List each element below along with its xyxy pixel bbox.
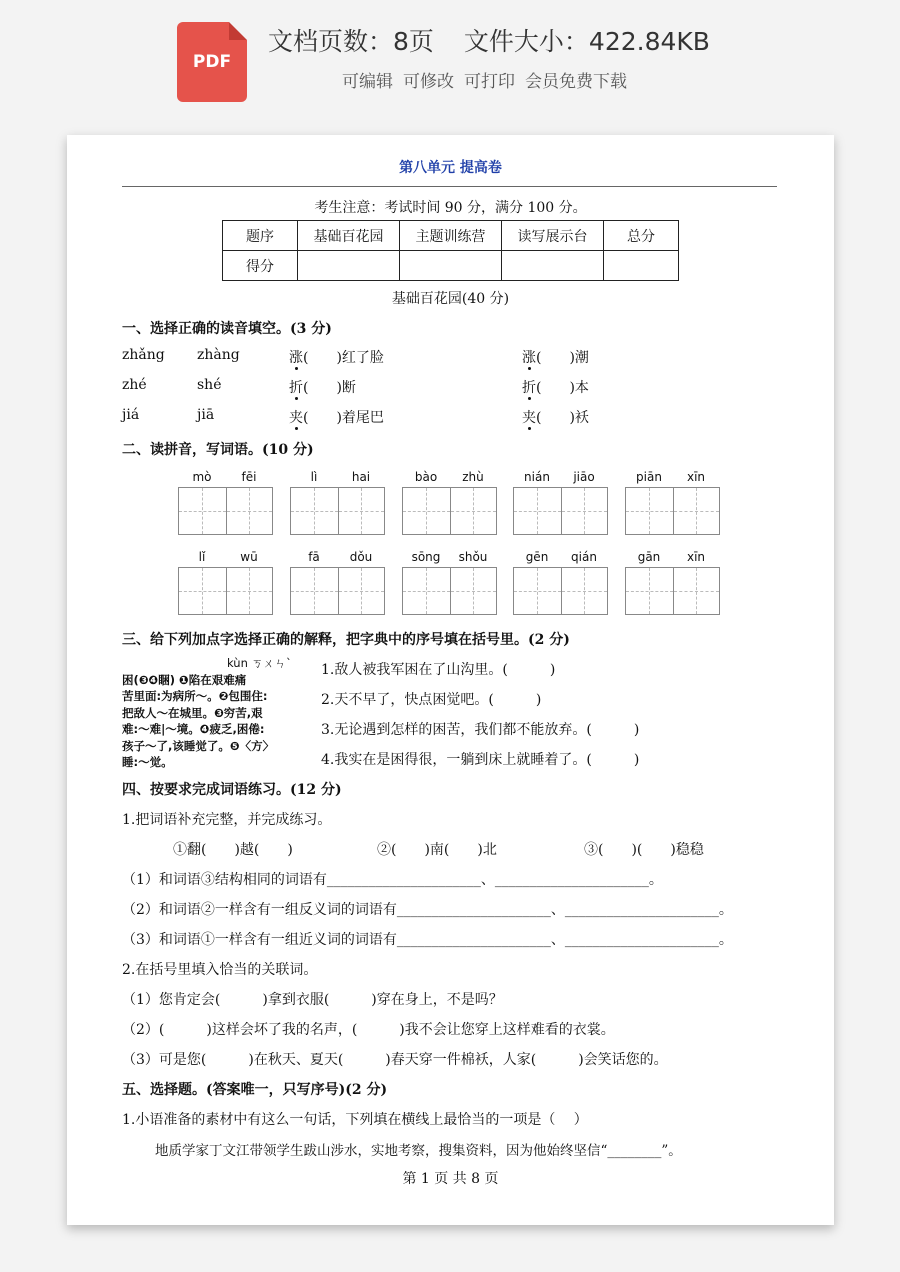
pinyin-option: zhǎng [122, 347, 165, 363]
dict-pinyin: kùn ㄎㄨㄣˋ [227, 656, 292, 670]
pinyin-label: gān [637, 550, 661, 564]
feature-modifiable: 可修改 [403, 72, 454, 92]
quote-line: 地质学家丁文江带领学生跋山涉水，实地考察，搜集资料，因为他始终坚信“________”。 [155, 1143, 682, 1159]
page-footer: 第 1 页 共 8 页 [402, 1171, 499, 1187]
question-item: 2.天不早了，快点困觉吧。( ) [321, 692, 542, 708]
dict-line: 难:～难|～境。❹疲乏,困倦: [122, 722, 265, 736]
fill-item: 涨( )潮 [522, 350, 589, 366]
question-item: 4.我实在是困得很，一躺到床上就睡着了。( ) [321, 752, 640, 768]
pinyin-label: dǒu [349, 550, 373, 564]
pinyin-label: nián [524, 470, 550, 484]
feature-printable: 可打印 [464, 72, 515, 92]
writing-grid[interactable] [402, 487, 497, 535]
idiom-item: ②( )南( )北 [377, 842, 497, 858]
dictionary-entry [122, 655, 312, 771]
table-row [223, 221, 679, 251]
fill-line: （2）和词语②一样含有一组反义词的词语有______________________、______________________。 [122, 902, 733, 918]
pinyin-label: lǐ [198, 550, 206, 564]
document-page [67, 135, 834, 1225]
table-row [223, 251, 679, 281]
file-meta [268, 22, 710, 58]
exam-notice: 考生注意：考试时间 90 分，满分 100 分。 [314, 200, 587, 216]
pinyin-label: hai [351, 470, 371, 484]
pinyin-label: piān [636, 470, 662, 484]
feature-editable: 可编辑 [342, 72, 393, 92]
sub-question: 1.把词语补充完整，并完成练习。 [122, 812, 332, 828]
pinyin-option: jiá [122, 407, 140, 423]
question-3-heading: 三、给下列加点字选择正确的解释，把字典中的序号填在括号里。(2 分) [122, 632, 570, 648]
fill-item: 折( )断 [289, 380, 356, 396]
writing-grid[interactable] [625, 567, 720, 615]
fill-line: （3）和词语①一样含有一组近义词的词语有______________________、______________________。 [122, 932, 733, 948]
dict-line: 困(❸❹睏) ❶陷在艰难痛 [122, 672, 247, 687]
fill-item: 折( )本 [522, 380, 589, 396]
question-item: 1.小语准备的素材中有这么一句话，下列填在横线上最恰当的一项是（ ） [122, 1112, 588, 1128]
fill-line: （1）和词语③结构相同的词语有______________________、______________________。 [122, 872, 663, 888]
pinyin-option: zhé [122, 377, 147, 393]
table-cell: 读写展示台 [502, 221, 604, 251]
pinyin-option: shé [197, 377, 222, 393]
pinyin-label: shǒu [458, 550, 488, 564]
pdf-icon-label: PDF [192, 52, 232, 72]
pinyin-label: wū [240, 550, 258, 564]
pinyin-label: gēn [525, 550, 549, 564]
dict-line: 睡:～觉。 [122, 755, 173, 769]
writing-grid[interactable] [290, 567, 385, 615]
score-table [222, 220, 679, 281]
pinyin-label: xīn [686, 470, 706, 484]
score-cell [298, 251, 400, 281]
pinyin-label: fā [308, 550, 320, 564]
title-divider [122, 186, 777, 187]
fill-item: 夹( )袄 [522, 410, 589, 426]
fill-item: 涨( )红了脸 [289, 350, 384, 366]
download-banner [0, 0, 900, 120]
pinyin-option: zhàng [197, 347, 240, 363]
pinyin-label: zhù [462, 470, 484, 484]
score-cell [400, 251, 502, 281]
conjunction-line: （1）您肯定会( )拿到衣服( )穿在身上，不是吗？ [122, 992, 503, 1008]
question-item: 1.敌人被我军困在了山沟里。( ) [321, 662, 556, 678]
pinyin-label: fēi [241, 470, 257, 484]
question-1-heading: 一、选择正确的读音填空。(3 分) [122, 321, 332, 337]
fill-item: 夹( )着尾巴 [289, 410, 384, 426]
pinyin-label: mò [192, 470, 212, 484]
table-cell: 主题训练营 [400, 221, 502, 251]
sub-question: 2.在括号里填入恰当的关联词。 [122, 962, 318, 978]
writing-grid[interactable] [178, 487, 273, 535]
feature-list [342, 67, 627, 92]
writing-grid[interactable] [290, 487, 385, 535]
writing-grid[interactable] [513, 487, 608, 535]
section-heading: 基础百花园(40 分) [391, 291, 510, 307]
pinyin-label: jiāo [573, 470, 595, 484]
question-2-heading: 二、读拼音，写词语。(10 分) [122, 442, 314, 458]
writing-grid[interactable] [178, 567, 273, 615]
idiom-item: ③( )( )稳稳 [584, 842, 704, 858]
feature-member-download: 会员免费下载 [525, 72, 627, 92]
pinyin-label: qián [571, 550, 597, 564]
pinyin-label: sōng [411, 550, 441, 564]
pinyin-label: xīn [686, 550, 706, 564]
dict-line: 孩子～了,该睡觉了。❺〈方〉 [122, 738, 275, 753]
table-cell: 基础百花园 [298, 221, 400, 251]
table-cell: 总分 [604, 221, 679, 251]
page-title: 第八单元 提高卷 [399, 160, 502, 176]
question-4-heading: 四、按要求完成词语练习。(12 分) [122, 782, 342, 798]
page-count: 文档页数：8页 [268, 27, 434, 56]
conjunction-line: （3）可是您( )在秋天、夏天( )春天穿一件棉袄，人家( )会笑话您的。 [122, 1052, 668, 1068]
dict-line: 把敌人～在城里。❸穷苦,艰 [122, 705, 263, 720]
pinyin-label: bào [414, 470, 438, 484]
idiom-item: ①翻( )越( ) [173, 842, 293, 858]
table-cell: 题序 [223, 221, 298, 251]
score-cell [502, 251, 604, 281]
pdf-file-icon [177, 22, 247, 102]
file-size: 文件大小：422.84KB [463, 27, 710, 56]
writing-grid[interactable] [513, 567, 608, 615]
question-item: 3.无论遇到怎样的困苦，我们都不能放弃。( ) [321, 722, 640, 738]
conjunction-line: （2）( )这样会坏了我的名声，( )我不会让您穿上这样难看的衣裳。 [122, 1022, 615, 1038]
pinyin-label: lì [310, 470, 318, 484]
writing-grid[interactable] [402, 567, 497, 615]
score-cell [604, 251, 679, 281]
table-cell: 得分 [223, 251, 298, 281]
pinyin-option: jiā [197, 407, 215, 423]
writing-grid[interactable] [625, 487, 720, 535]
question-5-heading: 五、选择题。(答案唯一，只写序号)(2 分) [122, 1082, 388, 1098]
dict-line: 苦里面:为病所～。❷包围住: [122, 689, 268, 703]
